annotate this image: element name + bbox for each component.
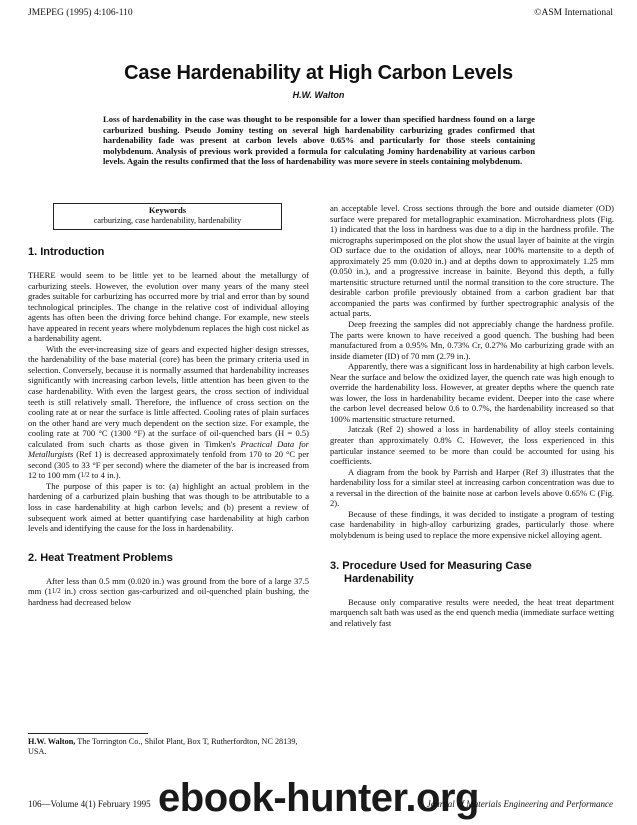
paper-author: H.W. Walton xyxy=(292,90,345,100)
intro-lead-word: THERE xyxy=(28,270,56,280)
heat-treatment-paragraph-2: an acceptable level. Cross sections through the bore and outside diameter (OD) surface were prepared for metallographic examination. Microhardness plots (Fig. 1) indicated that the loss in hardness was due to a dip in the hardness profile. The micrographs superimposed on the plot show the usual layer of bainite at the virgin OD surface due to the oxidation of alloys, near 100% martensite to a depth of approximately 25 mm (0.020 in.) and at depths down to approximately 1.25 mm (0.050 in.), and a progressive increase in bainite. Beyond this depth, a fully martensitic structure returned until the normal transition to the core structure. The desirable carbon profile previously obtained from a carbon gradient bar that accompanied the parts was confirmed by further spectrographic analysis of the actual parts. xyxy=(330,203,614,319)
watermark: ebook-hunter.org xyxy=(158,776,479,820)
section-heading-heat-treatment: 2. Heat Treatment Problems xyxy=(28,551,173,564)
journal-citation: JMEPEG (1995) 4:106-110 xyxy=(28,8,133,18)
paper-title: Case Hardenability at High Carbon Levels xyxy=(124,62,513,84)
heat-treatment-paragraph-3: Deep freezing the samples did not appreciably change the hardness profile. The parts were known to have received a good quench. The bushing had been manufactured from a 0.95% Mn, 0.73% Cr, 0.27% Mo carburizing grade with an inside diameter (ID) of 70 mm (2.79 in.). xyxy=(330,319,614,361)
page-footer-journal: Journal of Materials Engineering and Performance xyxy=(426,799,613,809)
procedure-paragraph-1: Because only comparative results were needed, the heat treat department marquench salt bath was used as the end quench media (immediate surface wetting and relatively fast xyxy=(330,596,614,628)
right-column xyxy=(330,203,614,628)
section-heading-procedure: 3. Procedure Used for Measuring Case Hardenability xyxy=(330,559,532,585)
abstract: Loss of hardenability in the case was thought to be responsible for a lower than specified hardness found on a large carburized bushing. Pseudo Jominy testing on several high hardenability carburizing grades confirmed that hardenability fade was present at carbon levels above 0.65% and particularly for those steels containing molybdenum. Analysis of previous work provided a formula for calculating Jominy hardenability at various carbon levels. Again the results confirmed that the loss of hardenability was more severe in steels containing molybdenum. xyxy=(103,114,535,167)
heat-treatment-paragraph-1: After less than 0.5 mm (0.020 in.) was ground from the bore of a large 37.5 mm (11/2 in.) cross section gas-carburized and oil-quenched plain bushing, the hardness had decreased below xyxy=(28,575,309,607)
heat-treatment-paragraph-5: Jatczak (Ref 2) showed a loss in hardenability of alloy steels containing greater than approximately 0.8% C. However, the loss experienced in this particular instance seemed to be more than could be accounted for using his coefficients. xyxy=(330,424,614,467)
footnote-author: H.W. Walton, xyxy=(28,737,76,746)
heat-treatment-paragraph-7: Because of these findings, it was decided to instigate a program of testing case hardenability in high-alloy carburizing grades, particularly those where molybdenum is being used to replace the more expensive nickel alloying agent. xyxy=(330,508,614,540)
intro-paragraph-2: With the ever-increasing size of gears and expected higher design stresses, the hardenability of the base material (core) has been the primary criteria used in selection. Conversely, because it is normally assumed that hardenability increases significantly with increasing carbon levels, little attention has been given to the case hardenability. With even the largest gears, the cross section of individual teeth is still relatively small. Therefore, the influence of cross section on the cooling rate at or near the surface is little affected. Cooling rates of plain surfaces on the other hand are very much dependent on the section size. For example, the cooling rate at 700 °C (1300 °F) at the surface of oil-quenched bars (H = 0.5) calculated from such charts as those given in Timken's Practical Data for Metallurgists (Ref 1) is decreased approximately tenfold from 170 to 20 °C per second (305 to 33 °F per second) where the diameter of the bar is increased from 12 to 100 mm (1/2 to 4 in.). xyxy=(28,343,309,481)
footnote-affiliation: The Torrington Co., Shilot Plant, Box T, Rutherfordton, NC 28139, USA. xyxy=(28,737,298,756)
heat-treatment-paragraph-4: Apparently, there was a significant loss in hardenability at high carbon levels. Near the surface and below the oxidized layer, the quench rate was high enough to override the hardenability loss. However, at greater depths where the quench rate was lower, the loss in hardenability became evident. Deeper into the case where the carbon level decreased below 0.6 to 0.7%, the hardenability increased so that 100% martensitic structure returned. xyxy=(330,361,614,424)
intro-paragraph-3: The purpose of this paper is to: (a) highlight an actual problem in the hardening of a carburized plain bushing that was though to be attributable to a loss in case hardenability at high carbon levels; and (b) present a review of subsequent work aimed at better quantifying case hardenability at high carbon levels and identifying the cause for the loss in hardenability. xyxy=(28,480,309,534)
heat-treatment-paragraph-6: A diagram from the book by Parrish and Harper (Ref 3) illustrates that the hardenability loss for a similar steel at increasing carbon concentration was due to a reversal in the direction of the bainite nose at carbon levels above 0.65% C (Fig. 2). xyxy=(330,466,614,509)
keywords-title: Keywords xyxy=(148,205,187,215)
fraction: 1/2 xyxy=(51,587,61,596)
intro-paragraph-1: THERE would seem to be little yet to be learned about the metallurgy of carburizing steels. However, the evolution over many years of the many steel grades suitable for carburizing has occurred more by trial and error than by sound technological principles. The change in the relative cost of individual alloying agents has often been the driving force behind change. For example, new steels have appeared in recent years where molybdenum replaces the high cost nickel as a hardenability agent. xyxy=(28,270,309,344)
left-column xyxy=(28,203,309,607)
keywords-list: carburizing, case hardenability, hardenability xyxy=(93,216,242,225)
footnote-rule xyxy=(28,733,148,734)
reference-book-title: Practical Data for Metallurgists xyxy=(28,438,309,460)
copyright-notice: ©ASM International xyxy=(534,8,613,18)
page-footer-volume: 106—Volume 4(1) February 1995 xyxy=(28,799,151,809)
section-heading-introduction: 1. Introduction xyxy=(28,246,105,258)
author-footnote xyxy=(28,733,309,757)
keywords-box xyxy=(53,203,282,230)
fraction: 1/2 xyxy=(80,471,90,480)
